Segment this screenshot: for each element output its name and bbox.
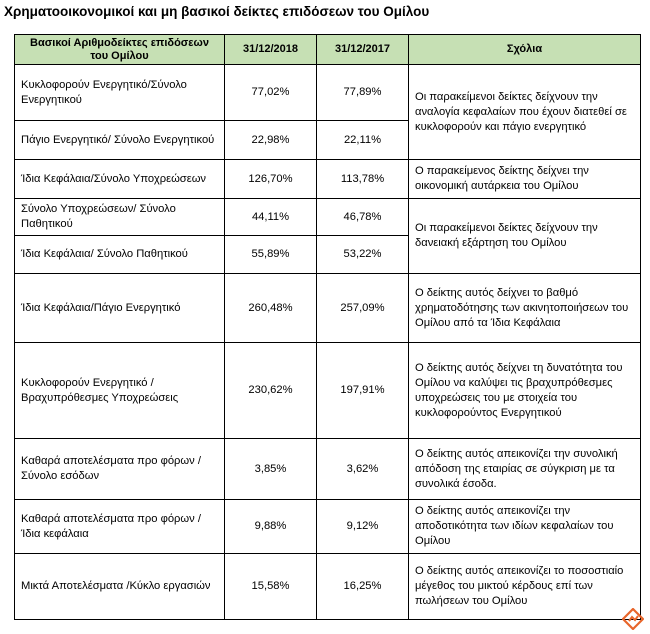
value-2017: 53,22% (317, 236, 409, 274)
ratio-name: Σύνολο Υποχρεώσεων/ Σύνολο Παθητικού (15, 199, 225, 236)
value-2017: 46,78% (317, 199, 409, 236)
comment-cell: Οι παρακείμενοι δείκτες δείχνουν την αναλογία κεφαλαίων που έχουν διατεθεί σε κυκλοφορούν και πάγιο ενεργητικό (409, 65, 641, 160)
value-2017: 22,11% (317, 121, 409, 160)
value-2018: 230,62% (225, 343, 317, 439)
table-row (15, 160, 641, 199)
header-comments: Σχόλια (409, 35, 641, 65)
value-2018: 9,88% (225, 500, 317, 554)
comment-cell: Ο δείκτης αυτός απεικονίζει την συνολική απόδοση της εταιρίας σε σύγκριση με τα συνολικά έσοδα. (409, 439, 641, 500)
value-2017: 3,62% (317, 439, 409, 500)
value-2017: 197,91% (317, 343, 409, 439)
watermark-logo-icon (622, 608, 644, 630)
comment-cell: Ο παρακείμενος δείκτης δείχνει την οικονομική αυτάρκεια του Ομίλου (409, 160, 641, 199)
table-row (15, 343, 641, 439)
comment-cell: Ο δείκτης αυτός απεικονίζει το ποσοστιαίο μέγεθος του μικτού κέρδους επί των πωλήσεων του Ομίλου (409, 554, 641, 620)
header-ratio: Βασικοί Αριθμοδείκτες επιδόσεων του Ομίλου (15, 35, 225, 65)
table-header-row (15, 35, 641, 65)
ratio-name: Κυκλοφορούν Ενεργητικό /Βραχυπρόθεσμες Υποχρεώσεις (15, 343, 225, 439)
ratio-name: Καθαρά αποτελέσματα προ φόρων / Ίδια κεφάλαια (15, 500, 225, 554)
value-2017: 9,12% (317, 500, 409, 554)
comment-cell: Ο δείκτης αυτός απεικονίζει την αποδοτικότητα των ιδίων κεφαλαίων του Ομίλου (409, 500, 641, 554)
ratios-table (14, 34, 641, 620)
value-2018: 22,98% (225, 121, 317, 160)
ratio-name: Μικτά Αποτελέσματα /Κύκλο εργασιών (15, 554, 225, 620)
table-row (15, 554, 641, 620)
ratio-name: Ίδια Κεφάλαια/Πάγιο Ενεργητικό (15, 274, 225, 343)
comment-cell: Ο δείκτης αυτός δείχνει τη δυνατότητα του Ομίλου να καλύψει τις βραχυπρόθεσμες υποχρεώσεις του με στοιχεία του κυκλοφορούντος Ενεργητικού (409, 343, 641, 439)
value-2018: 15,58% (225, 554, 317, 620)
ratio-name: Ίδια Κεφάλαια/ Σύνολο Παθητικού (15, 236, 225, 274)
ratio-name: Ίδια Κεφάλαια/Σύνολο Υποχρεώσεων (15, 160, 225, 199)
value-2018: 260,48% (225, 274, 317, 343)
ratio-name: Πάγιο Ενεργητικό/ Σύνολο Ενεργητικού (15, 121, 225, 160)
value-2017: 113,78% (317, 160, 409, 199)
header-2018: 31/12/2018 (225, 35, 317, 65)
value-2017: 257,09% (317, 274, 409, 343)
table-row (15, 199, 641, 236)
value-2017: 77,89% (317, 65, 409, 121)
header-2017: 31/12/2017 (317, 35, 409, 65)
value-2018: 55,89% (225, 236, 317, 274)
table-row (15, 274, 641, 343)
table-row (15, 439, 641, 500)
ratio-name: Καθαρά αποτελέσματα προ φόρων /Σύνολο εσόδων (15, 439, 225, 500)
value-2018: 3,85% (225, 439, 317, 500)
comment-cell: Οι παρακείμενοι δείκτες δείχνουν την δανειακή εξάρτηση του Ομίλου (409, 199, 641, 274)
value-2018: 44,11% (225, 199, 317, 236)
table-row (15, 65, 641, 121)
table-row (15, 500, 641, 554)
comment-cell: Ο δείκτης αυτός δείχνει το βαθμό χρηματοδότησης των ακινητοποιήσεων του Ομίλου από τα Ίδια Κεφάλαια (409, 274, 641, 343)
value-2018: 77,02% (225, 65, 317, 121)
page-title: Χρηματοοικονομικοί και μη βασικοί δείκτες επιδόσεων του Ομίλου (4, 4, 430, 19)
value-2018: 126,70% (225, 160, 317, 199)
ratio-name: Κυκλοφορούν Ενεργητικό/Σύνολο Ενεργητικού (15, 65, 225, 121)
value-2017: 16,25% (317, 554, 409, 620)
